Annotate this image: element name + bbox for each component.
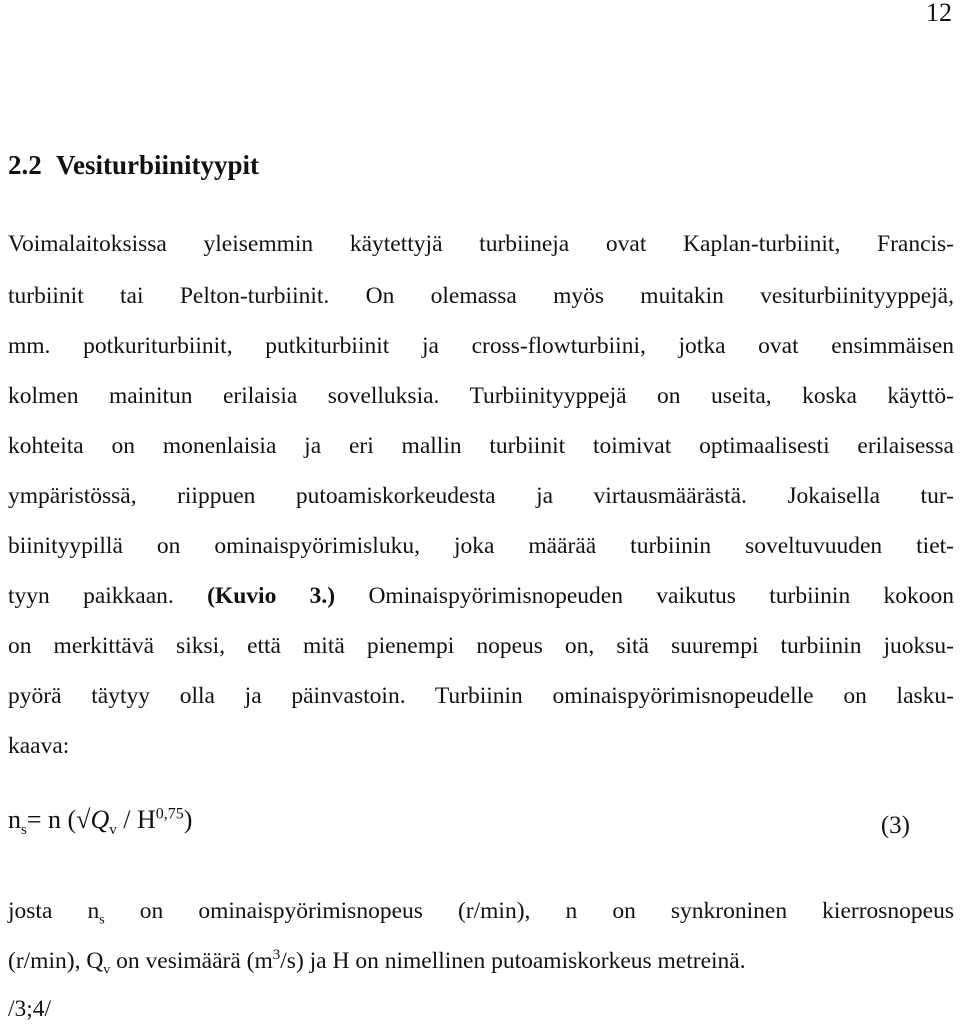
body-line-2: turbiinit tai Pelton-turbiinit. On olemassa myös muitakin vesiturbiinityyppejä, <box>8 283 954 309</box>
formula-n: n <box>8 805 21 834</box>
body-line-8 <box>8 582 954 610</box>
explanation-l2-sub: v <box>103 962 111 978</box>
section-heading <box>8 150 259 181</box>
formula-sub-s: s <box>21 822 27 839</box>
formula-exponent: 0,75 <box>155 805 184 823</box>
explanation-l2-sup: 3 <box>272 947 281 964</box>
body-line-11: kaava: <box>8 733 70 759</box>
explanation-l1-sub: s <box>99 912 105 928</box>
section-number: 2.2 <box>8 150 42 180</box>
equation-number: (3) <box>880 812 910 839</box>
body-line-8-end: Ominaispyörimisnopeuden vaikutus turbiinin kokoon <box>368 583 955 609</box>
explanation-line-1 <box>8 897 955 928</box>
sqrt-symbol: √ <box>76 805 91 834</box>
formula-sub-v: v <box>109 822 117 839</box>
explanation-l2-c: /s) ja H on nimellinen putoamiskorkeus metreinä. <box>280 948 746 974</box>
formula-divide-h: / H <box>116 805 156 834</box>
body-line-9: on merkittävä siksi, että mitä pienempi nopeus on, sitä suurempi turbiinin juoksu- <box>8 633 954 659</box>
section-title: Vesiturbiinityypit <box>56 150 260 180</box>
formula-close-paren: ) <box>183 805 193 834</box>
body-line-3: mm. potkuriturbiinit, putkiturbiinit ja cross-flowturbiini, jotka ovat ensimmäisen <box>8 333 954 359</box>
body-line-4: kolmen mainitun erilaisia sovelluksia. Turbiinityyppejä on useita, koska käyttö- <box>8 383 954 409</box>
body-line-7: biinityypillä on ominaispyörimisluku, joka määrää turbiinin soveltuvuuden tiet- <box>8 533 954 559</box>
body-line-8-start: tyyn paikkaan. <box>8 583 174 609</box>
figure-reference: (Kuvio 3.) <box>207 583 336 609</box>
body-line-6: ympäristössä, riippuen putoamiskorkeudesta ja virtausmäärästä. Jokaisella tur- <box>8 483 954 509</box>
specific-speed-formula <box>8 805 193 839</box>
formula-q: Q <box>90 805 110 834</box>
body-line-1: Voimalaitoksissa yleisemmin käytettyjä turbiineja ovat Kaplan-turbiinit, Francis- <box>8 231 954 257</box>
page-number: 12 <box>926 0 952 27</box>
explanation-l1-a: josta n <box>8 898 100 924</box>
body-line-10: pyörä täytyy olla ja päinvastoin. Turbiinin ominaispyörimisnopeudelle on lasku- <box>8 683 954 709</box>
explanation-l1-b: on ominaispyörimisnopeus (r/min), n on synkroninen kierrosnopeus <box>139 898 955 924</box>
explanation-line-2 <box>8 947 954 978</box>
body-line-5: kohteita on monenlaisia ja eri mallin turbiinit toimivat optimaalisesti erilaisessa <box>8 433 954 459</box>
reference-list: /3;4/ <box>8 996 52 1022</box>
explanation-l2-b: on vesimäärä (m <box>116 948 273 974</box>
explanation-l2-a: (r/min), Q <box>8 948 104 974</box>
formula-equals: = n ( <box>26 805 77 834</box>
